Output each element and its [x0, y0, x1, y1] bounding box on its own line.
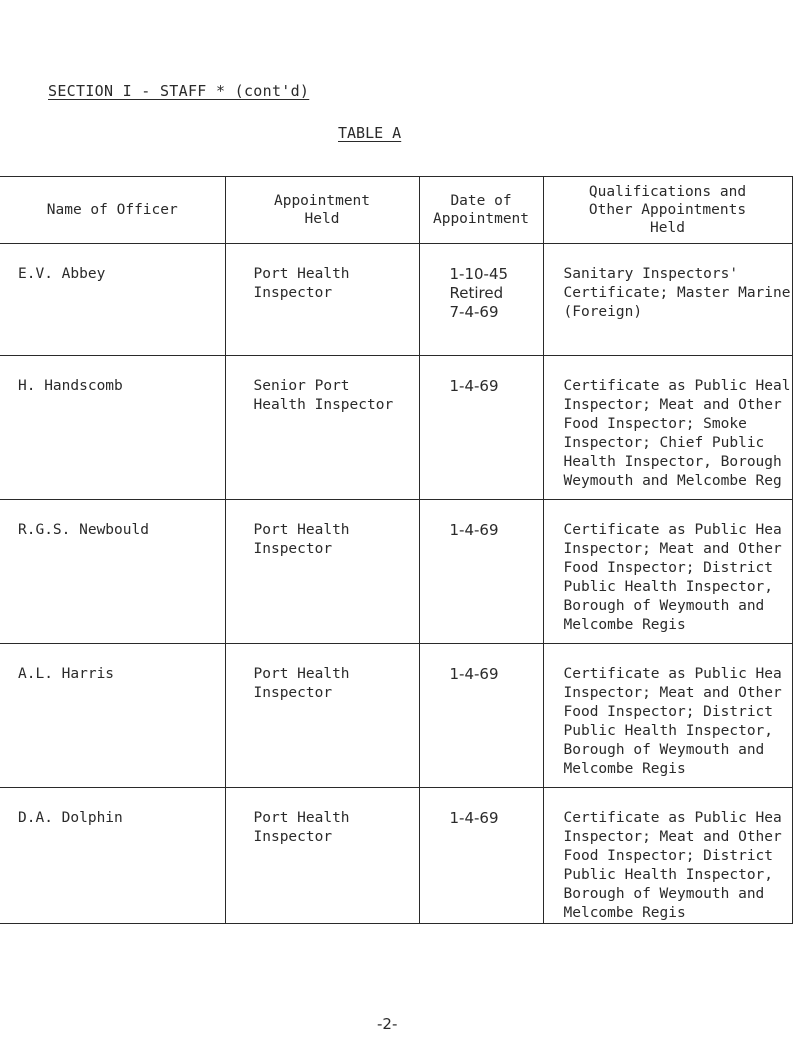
header-date-of-appointment: Date of Appointment [419, 177, 543, 244]
appointment-date: 1-4-69 [419, 356, 543, 500]
appointment-held: Port Health Inspector [225, 788, 419, 924]
header-name-of-officer: Name of Officer [0, 177, 225, 244]
table-title: TABLE A [338, 124, 402, 142]
table-row [0, 244, 792, 356]
officer-name: R.G.S. Newbould [0, 500, 225, 644]
page-number: -2- [377, 1015, 398, 1033]
header-appointment-held: Appointment Held [225, 177, 419, 244]
appointment-held: Port Health Inspector [225, 244, 419, 356]
appointment-date: 1-4-69 [419, 788, 543, 924]
officer-name: E.V. Abbey [0, 244, 225, 356]
qualifications: Sanitary Inspectors' Certificate; Master Marine (Foreign) [543, 244, 792, 356]
qualifications: Certificate as Public Hea Inspector; Meat and Other Food Inspector; District Public Health Inspector, Borough of Weymouth and Melcombe Regis [543, 788, 792, 924]
table-row [0, 644, 792, 788]
appointment-date: 1-10-45 Retired 7-4-69 [419, 244, 543, 356]
appointment-date: 1-4-69 [419, 644, 543, 788]
section-title: SECTION I - STAFF * (cont'd) [48, 82, 310, 100]
appointment-date: 1-4-69 [419, 500, 543, 644]
header-qualifications: Qualifications and Other Appointments Held [543, 177, 792, 244]
appointment-held: Port Health Inspector [225, 500, 419, 644]
appointment-held: Port Health Inspector [225, 644, 419, 788]
officer-name: A.L. Harris [0, 644, 225, 788]
qualifications: Certificate as Public Heal Inspector; Meat and Other Food Inspector; Smoke Inspector; Chief Public Health Inspector, Borough Weymouth and Melcombe Reg [543, 356, 792, 500]
qualifications: Certificate as Public Hea Inspector; Meat and Other Food Inspector; District Public Health Inspector, Borough of Weymouth and Melcombe Regis [543, 644, 792, 788]
officer-name: D.A. Dolphin [0, 788, 225, 924]
header-row [0, 177, 792, 244]
officer-name: H. Handscomb [0, 356, 225, 500]
staff-table [0, 176, 793, 924]
qualifications: Certificate as Public Hea Inspector; Meat and Other Food Inspector; District Public Health Inspector, Borough of Weymouth and Melcombe Regis [543, 500, 792, 644]
table-row [0, 788, 792, 924]
table-row [0, 356, 792, 500]
appointment-held: Senior Port Health Inspector [225, 356, 419, 500]
table-row [0, 500, 792, 644]
